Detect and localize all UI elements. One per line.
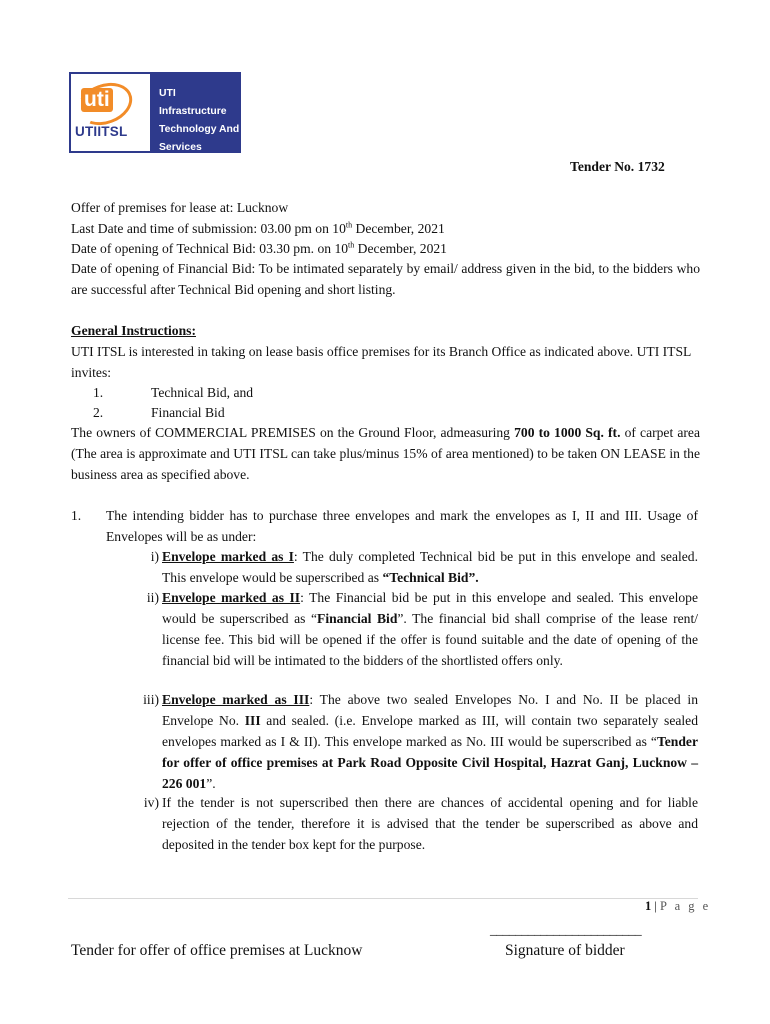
logo-short-name: UTIITSL bbox=[75, 124, 128, 139]
last-date-line: Last Date and time of submission: 03.00 pm on 10th December, 2021 bbox=[71, 220, 445, 236]
logo-line-3: Services Limited bbox=[159, 142, 202, 171]
logo-line-1: UTI Infrastructure bbox=[159, 88, 227, 117]
general-intro: UTI ITSL is interested in taking on lease basis office premises for its Branch Office as indicated above. UTI ITSL invites: bbox=[71, 344, 691, 380]
envelope-iii-roman: iii) bbox=[143, 692, 159, 707]
envelope-iii-text: Envelope marked as III: The above two sealed Envelopes No. I and No. II be placed in Envelope No. III and sealed. (i.e. Envelope marked as III, will contain two separately sealed envelopes marked as I & II). This envelope marked as No. III would be superscribed as “Tender for offer of office premises at Park Road Opposite Civil Hospital, Hazrat Ganj, Lucknow – 226 001”. bbox=[162, 692, 698, 791]
general-instructions-heading: General Instructions: bbox=[71, 323, 196, 338]
footer-title: Tender for offer of office premises at Lucknow bbox=[71, 942, 363, 959]
logo-company-name bbox=[150, 72, 241, 171]
item-1-text: The intending bidder has to purchase three envelopes and mark the envelopes as I, II and III. Usage of Envelopes will be as under: bbox=[106, 508, 698, 544]
financial-bid-date-line: Date of opening of Financial Bid: To be intimated separately by email/ address given in the bid, to the bidders who are successful after Technical Bid opening and short listing. bbox=[71, 261, 700, 297]
invite-text-2: Financial Bid bbox=[151, 405, 225, 420]
owners-paragraph: The owners of COMMERCIAL PREMISES on the Ground Floor, admeasuring 700 to 1000 Sq. ft. of carpet area (The area is approximate and UTI ITSL can take plus/minus 15% of area mentioned) to be taken ON LEASE in the business area as specified above. bbox=[71, 425, 700, 482]
envelope-i-text: Envelope marked as I: The duly completed Technical bid be put in this envelope and sealed. This envelope would be superscribed as “Technical Bid”. bbox=[162, 549, 698, 585]
invite-num-2: 2. bbox=[93, 405, 104, 420]
utiitsl-logo bbox=[69, 72, 241, 171]
envelope-iv-roman: iv) bbox=[143, 795, 159, 810]
tender-number: Tender No. 1732 bbox=[570, 159, 665, 174]
item-1-number: 1. bbox=[71, 508, 82, 523]
footer-divider bbox=[68, 898, 698, 899]
envelope-ii-roman: ii) bbox=[146, 590, 159, 605]
logo-mark-text: uti bbox=[81, 88, 113, 112]
envelope-i-roman: i) bbox=[150, 549, 159, 564]
page-number: 1 | P a g e bbox=[645, 899, 711, 913]
signature-line: ________________________ bbox=[490, 922, 642, 937]
logo-emblem bbox=[71, 74, 150, 151]
offer-line: Offer of premises for lease at: Lucknow bbox=[71, 200, 289, 215]
envelope-ii-text: Envelope marked as II: The Financial bid be put in this envelope and sealed. This envelope would be superscribed as “Financial Bid”. The financial bid shall comprise of the lease rent/ license fee. This bid will be opened if the offer is found suitable and the date of opening of the financial bid will be intimated to the bidders of the shortlisted offers only. bbox=[162, 590, 699, 668]
signature-label: Signature of bidder bbox=[505, 942, 625, 959]
invite-text-1: Technical Bid, and bbox=[151, 385, 254, 400]
invite-num-1: 1. bbox=[93, 385, 104, 400]
technical-bid-date-line: Date of opening of Technical Bid: 03.30 pm. on 10th December, 2021 bbox=[71, 240, 447, 256]
logo-line-2: Technology And bbox=[159, 124, 240, 135]
envelope-iv-text: If the tender is not superscribed then there are chances of accidental opening and for liable rejection of the tender, therefore it is advised that the tender be superscribed as above and deposited in the tender box kept for the purpose. bbox=[162, 795, 698, 852]
